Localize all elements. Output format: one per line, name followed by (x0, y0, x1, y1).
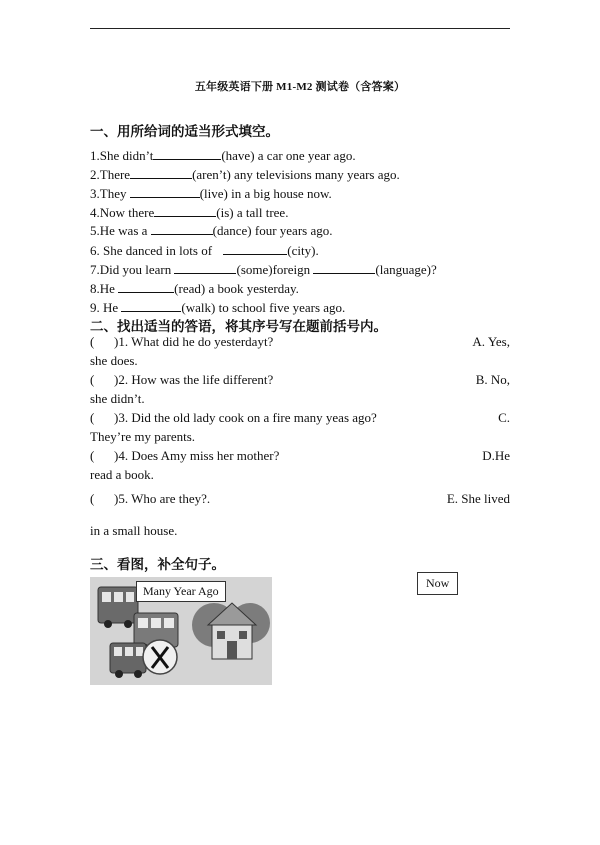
answer-blank[interactable] (130, 168, 192, 179)
section2-heading: 二、找出适当的答语，将其序号写在题前括号内。 (90, 319, 387, 335)
question-1-2 (90, 167, 400, 183)
q2-text-b: (aren’t) any televisions many years ago. (192, 167, 400, 182)
item-option: B. No, (475, 372, 510, 387)
past-label: Many Year Ago (136, 581, 226, 602)
section1-heading: 一、用所给词的适当形式填空。 (90, 124, 279, 140)
item-question: )4. Does Amy miss her mother? (114, 448, 280, 463)
item-question: )5. Who are they?. (114, 491, 211, 506)
q1-text-b: (have) a car one year ago. (221, 148, 356, 163)
question-1-8 (90, 281, 299, 297)
q9-text-a: 9. He (90, 300, 122, 315)
past-scene-image (90, 577, 272, 685)
q5-text-b: (dance) four years ago. (212, 223, 333, 238)
q5-text-a: 5.He was a (90, 223, 151, 238)
item-option-continued: in a small house. (90, 523, 178, 538)
q6-text-b: (city). (287, 243, 319, 258)
answer-blank[interactable] (154, 206, 216, 217)
answer-blank[interactable] (174, 263, 236, 274)
answer-paren[interactable]: ( (90, 372, 95, 387)
q3-text-a: 3.They (90, 186, 130, 201)
item-option: A. Yes, (472, 334, 510, 349)
q3-text-b: (live) in a big house now. (199, 186, 332, 201)
q4-text-b: (is) a tall tree. (216, 205, 289, 220)
answer-paren[interactable]: ( (90, 334, 95, 349)
q2-text-a: 2.There (90, 167, 131, 182)
matching-item-5 (90, 491, 510, 539)
q1-text-a: 1.She didn’t (90, 148, 154, 163)
item-option: E. She lived (446, 491, 510, 506)
bus-icon (98, 587, 138, 628)
document-title: 五年级英语下册 M1-M2 测试卷（含答案） (194, 81, 406, 93)
answer-blank[interactable] (121, 301, 181, 312)
item-option: C. (498, 410, 510, 425)
now-label: Now (417, 572, 458, 595)
matching-item-4 (90, 448, 510, 483)
q7-text-b: (some)foreign (236, 262, 314, 277)
matching-item-2 (90, 372, 510, 407)
question-1-6 (90, 243, 319, 259)
q8-text-b: (read) a book yesterday. (174, 281, 299, 296)
item-option-continued: They’re my parents. (90, 429, 196, 444)
answer-paren[interactable]: ( (90, 410, 95, 425)
cross-icon (143, 640, 177, 674)
section3-heading: 三、看图，补全句子。 (90, 557, 225, 573)
answer-blank[interactable] (130, 187, 200, 198)
item-option: D.He (482, 448, 510, 463)
q6-text-a: 6. She danced in lots of (90, 243, 216, 258)
answer-paren[interactable]: ( (90, 448, 95, 463)
item-option-continued: read a book. (90, 467, 154, 482)
question-1-5 (90, 223, 332, 239)
answer-blank[interactable] (313, 263, 375, 274)
answer-paren[interactable]: ( (90, 491, 95, 506)
item-question: )2. How was the life different? (114, 372, 274, 387)
answer-blank[interactable] (118, 282, 174, 293)
matching-item-1 (90, 334, 510, 369)
answer-blank[interactable] (153, 149, 221, 160)
item-option-continued: she didn’t. (90, 391, 145, 406)
q7-text-a: 7.Did you learn (90, 262, 175, 277)
answer-blank[interactable] (223, 244, 287, 255)
q7-text-c: (language)? (375, 262, 437, 277)
q9-text-b: (walk) to school five years ago. (181, 300, 346, 315)
bus-icon (110, 643, 146, 678)
q4-text-a: 4.Now there (90, 205, 155, 220)
question-1-4 (90, 205, 288, 221)
q8-text-a: 8.He (90, 281, 119, 296)
top-rule (90, 28, 510, 29)
item-question: )1. What did he do yesterdayt? (114, 334, 274, 349)
item-question: )3. Did the old lady cook on a fire many yeas ago? (114, 410, 377, 425)
question-1-9 (90, 300, 345, 316)
item-option-continued: she does. (90, 353, 138, 368)
question-1-7 (90, 262, 437, 278)
question-1-1 (90, 148, 356, 164)
matching-item-3 (90, 410, 510, 445)
answer-blank[interactable] (151, 224, 213, 235)
question-1-3 (90, 186, 332, 202)
